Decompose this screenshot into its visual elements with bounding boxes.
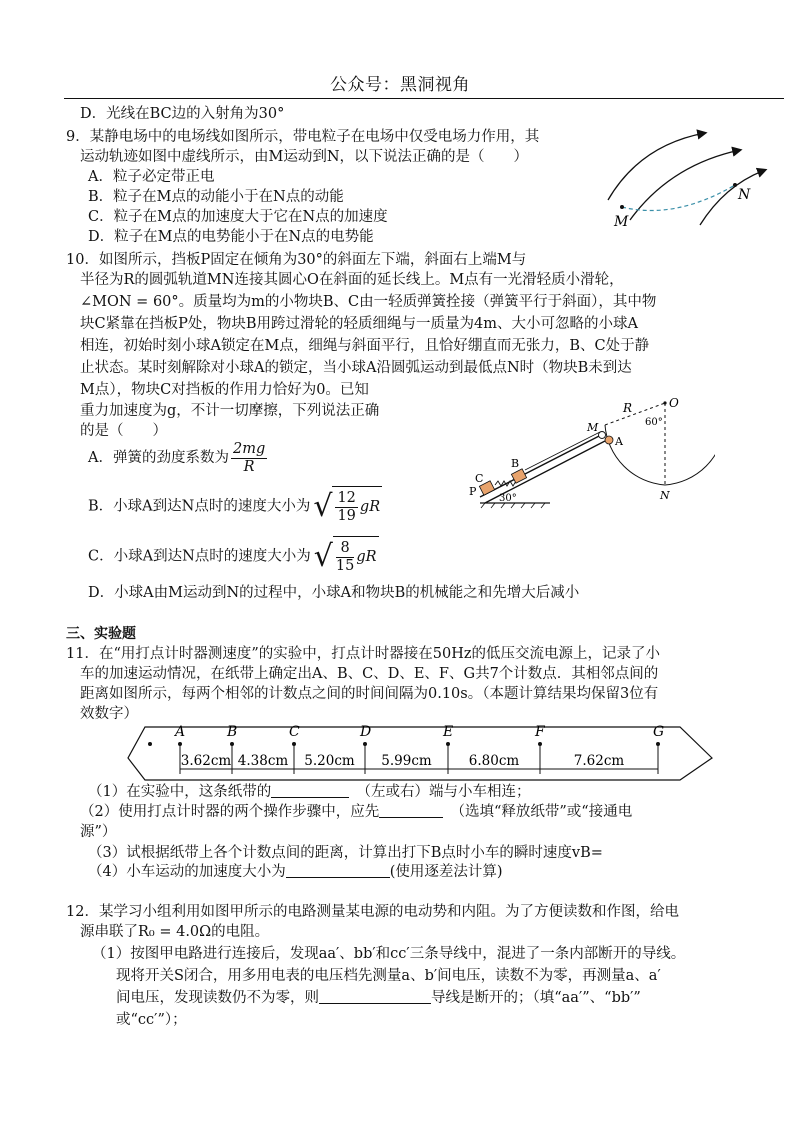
paper-tape-figure: [120, 722, 720, 786]
sqrt-icon: √ $\frac{12}{19}$ gR: [313, 486, 382, 527]
q11-sub2-text: （2）使用打点计时器的两个操作步骤中，应先: [80, 804, 380, 820]
q11-line1: 11．在“用打点计时器测速度”的实验中，打点计时器接在50Hz的低压交流电源上，记录了小: [66, 646, 661, 662]
tape-label-f: F: [535, 724, 545, 740]
q11-line3: 距离如图所示，每两个相邻的计数点之间的时间间隔为0.10s。（本题计算结果均保留3位有: [80, 686, 659, 702]
fig-label-o: O: [669, 396, 679, 410]
frac-numerator: 12: [337, 489, 356, 506]
tape-distance-label: 3.62cm: [180, 753, 232, 769]
q11-line2: 车的加速运动情况，在纸带上确定出A、B、C、D、E、F、G共7个计数点．其相邻点间的: [80, 666, 659, 682]
q11-sub2: [80, 802, 632, 822]
q11-sub4-text: （4）小车运动的加速度大小为: [88, 864, 286, 880]
tape-distance-label: 5.20cm: [304, 753, 355, 769]
answer-blank-1[interactable]: [271, 783, 349, 798]
tape-label-d: D: [360, 724, 372, 740]
q10-option-b: [88, 486, 382, 527]
q10-line8: 重力加速度为g，不计一切摩擦，下列说法正确: [80, 403, 380, 419]
frac-numerator: 8: [336, 540, 354, 558]
tape-label-a: A: [175, 724, 186, 740]
frac-numerator: 2mg: [232, 440, 266, 457]
q12-line2: 源串联了R₀ = 4.0Ω的电阻。: [80, 924, 270, 940]
tape-distance-label: 7.62cm: [573, 753, 625, 769]
q12-line5-text-2: 导线是断开的；（填“aa′”、“bb′”: [431, 990, 641, 1006]
tape-label-g: G: [653, 724, 665, 740]
fig-label-m: M: [614, 214, 629, 230]
q10-line1: 10．如图所示，挡板P固定在倾角为30°的斜面左下端，斜面右上端M与: [66, 252, 527, 268]
sqrt-suffix: gR: [356, 549, 377, 565]
q9-stem-line1: 9．某静电场中的电场线如图所示，带电粒子在电场中仅受电场力作用，其: [66, 129, 540, 145]
fig-label-c: C: [475, 472, 484, 485]
sqrt-icon: √ $\frac{8}{15}$ gR: [314, 536, 379, 577]
q10-option-a-fraction: [231, 441, 267, 476]
q11-sub2-text-2: （选填“释放纸带”或“接通电: [457, 804, 633, 820]
q9-option-a: A．粒子必定带正电: [88, 169, 215, 185]
field-line-3: [700, 170, 765, 225]
q11-sub1: [88, 782, 530, 802]
tape-distance-label: 5.99cm: [381, 753, 432, 769]
q10-line7: M点），物块C对挡板的作用力恰好为0。已知: [80, 382, 369, 398]
q11-sub4: [88, 862, 503, 882]
tape-label-b: B: [227, 724, 238, 740]
q9-stem-line2: 运动轨迹如图中虚线所示，由M运动到N，以下说法正确的是（ ）: [80, 149, 529, 165]
tape-distance-label: 6.80cm: [468, 753, 520, 769]
fig-label-a: A: [615, 435, 623, 448]
q12-line6: 或“cc′”）；: [116, 1012, 187, 1028]
spring: [495, 481, 516, 486]
q8-option-d: D．光线在BC边的入射角为30°: [80, 106, 285, 122]
q10-line9: 的是（ ）: [80, 423, 167, 439]
q9-option-c: C．粒子在M点的加速度大于它在N点的加速度: [88, 209, 388, 225]
fig-label-b: B: [511, 457, 520, 470]
q12-line1: 12．某学习小组利用如图甲所示的电路测量某电源的电动势和内阻。为了方便读数和作图，给电: [66, 904, 679, 920]
fig-label-r: R: [623, 401, 633, 415]
q10-option-c: [88, 536, 379, 577]
trajectory-dashed: [622, 185, 735, 211]
q11-sub2-cont: 源”）: [80, 824, 117, 840]
q12-line5-text: 间电压，发现读数仍不为零，则: [116, 990, 319, 1006]
q10-option-d: D．小球A由M运动到N的过程中，小球A和物块B的机械能之和先增大后减小: [88, 585, 580, 601]
fig-label-incline-angle: 30°: [499, 493, 517, 504]
q11-sub1-text-2: （左或右）端与小车相连；: [363, 784, 531, 800]
q9-field-lines-figure: [600, 125, 770, 235]
fig-label-angle: 60°: [645, 417, 663, 428]
q10-option-a: [88, 438, 269, 478]
fig-label-n: N: [660, 489, 670, 502]
string: [525, 432, 600, 470]
q10-line6: 止状态。某时刻解除对小球A的锁定，当小球A沿圆弧运动到最低点N时（物块B未到达: [80, 360, 632, 376]
q11-sub3: （3）试根据纸带上各个计数点间的距离，计算出打下B点时小车的瞬时速度vB=: [88, 845, 603, 861]
fig-label-n: N: [738, 187, 751, 203]
q9-option-d: D．粒子在M点的电势能小于在N点的电势能: [88, 229, 374, 245]
section-title: 三、实验题: [66, 626, 136, 642]
q10-line3: ∠MON = 60°。质量均为m的小物块B、C由一轻质弹簧拴接（弹簧平行于斜面），其中物: [80, 294, 657, 310]
tape-label-c: C: [289, 724, 300, 740]
page-header-title: 公众号：黑洞视角: [330, 75, 470, 95]
q10-option-c-text: C．小球A到达N点时的速度大小为: [88, 548, 311, 565]
tape-label-e: E: [443, 724, 454, 740]
fig-label-m: M: [587, 421, 599, 434]
q9-option-b: B．粒子在M点的动能小于在N点的动能: [88, 189, 344, 205]
q10-line5: 相连，初始时刻小球A锁定在M点，细绳与斜面平行，且恰好绷直而无张力，B、C处于静: [80, 338, 650, 354]
frac-denominator: R: [243, 458, 255, 475]
frac-denominator: 19: [337, 507, 356, 524]
pulley: [599, 432, 606, 439]
block-b: [511, 469, 526, 483]
q12-line5: [116, 988, 641, 1008]
q12-line4: 现将开关S闭合，用多用电表的电压档先测量a、b′间电压，读数不为零，再测量a、a′: [116, 968, 661, 984]
q12-line3: （1）按图甲电路进行连接后，发现aa′、bb′和cc′三条导线中，混进了一条内部断开的导线。: [92, 946, 686, 962]
header-rule: [64, 98, 784, 99]
sqrt-suffix: gR: [359, 499, 381, 515]
q10-option-b-text: B．小球A到达N点时的速度大小为: [88, 498, 311, 515]
q11-sub1-text: （1）在实验中，这条纸带的: [88, 784, 272, 800]
tape-dot-start: [148, 742, 152, 746]
q10-line4: 块C紧靠在挡板P处，物块B用跨过滑轮的轻质细绳与一质量为4m、大小可忽略的小球A: [80, 316, 638, 332]
q10-incline-figure: [455, 385, 715, 515]
tape-distance-label: 4.38cm: [237, 753, 289, 769]
incline-surface: [480, 433, 605, 497]
q11-sub4-text-2: (使用逐差法计算): [389, 864, 503, 880]
frac-denominator: 15: [335, 557, 355, 574]
field-line-2: [630, 150, 740, 220]
q11-line4: 效数字）: [80, 706, 138, 722]
circular-arc-mn: [605, 425, 665, 485]
q10-line2: 半径为R的圆弧轨道MN连接其圆心O在斜面的延长线上。M点有一光滑轻质小滑轮，: [80, 272, 624, 288]
answer-blank-q12[interactable]: [319, 989, 431, 1004]
q10-option-a-text: A．弹簧的劲度系数为: [88, 450, 229, 466]
ball-a: [605, 436, 613, 444]
answer-blank-4[interactable]: [286, 863, 390, 878]
answer-blank-2[interactable]: [379, 803, 443, 818]
fig-label-p: P: [469, 485, 477, 498]
